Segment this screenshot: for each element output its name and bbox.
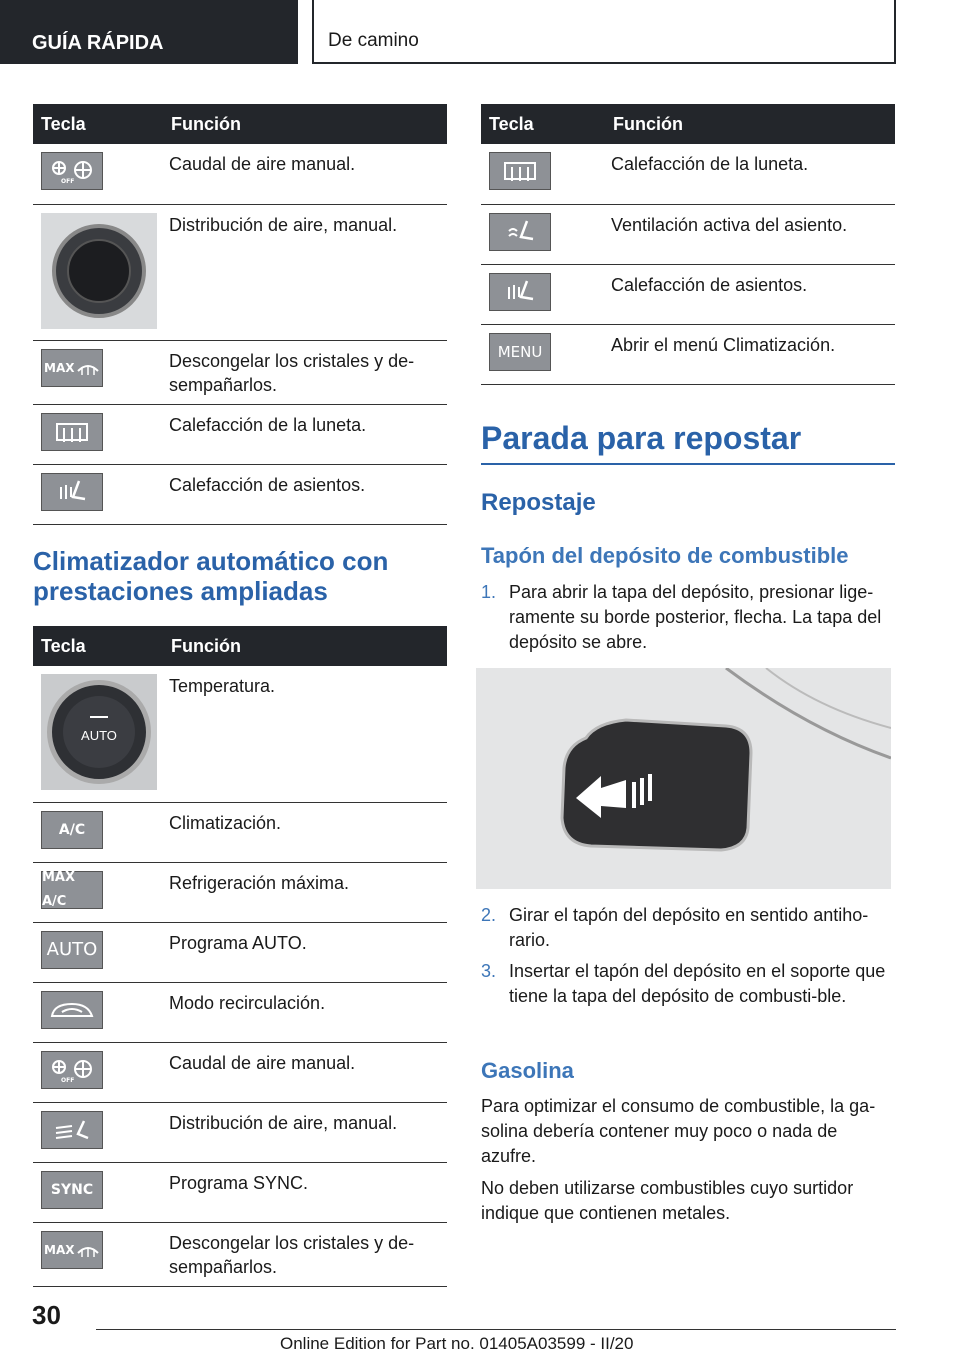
section-label: GUÍA RÁPIDA	[32, 32, 164, 54]
func-text: Distribución de aire, manual.	[163, 1102, 447, 1162]
svg-text:MAX: MAX	[44, 360, 75, 375]
recirculation-icon	[41, 991, 103, 1029]
key-label: MAX A/C	[42, 869, 76, 909]
footer-edition: Online Edition for Part no. 01405A03599 - II/20	[280, 1334, 634, 1353]
svg-text:OFF: OFF	[61, 1076, 75, 1083]
section-title	[33, 546, 447, 606]
col-func: Función	[163, 626, 447, 666]
key-label: SYNC	[50, 1181, 94, 1198]
key-table-bottom-left	[33, 626, 447, 1287]
step-3	[481, 959, 896, 1009]
seat-ventilation-icon	[489, 213, 551, 251]
svg-text:MAX: MAX	[44, 1242, 75, 1257]
gasolina-paragraph-2: No deben utilizarse combustibles cuyo surtidor indique que contienen metales.	[481, 1178, 854, 1223]
func-text: Programa SYNC.	[163, 1162, 447, 1222]
key-label: A/C	[58, 821, 86, 838]
heading-fuel-cap: Tapón del depósito de combustible	[481, 543, 849, 568]
col-key: Tecla	[33, 104, 163, 144]
seat-heat-icon	[489, 273, 551, 311]
func-text: Calefacción de asientos.	[163, 464, 447, 524]
heading-refuel: Parada para repostar	[481, 420, 895, 465]
func-text: Refrigeración máxima.	[163, 862, 447, 922]
step-1	[481, 580, 896, 655]
key-table-top-left	[33, 104, 447, 525]
func-text: Programa AUTO.	[163, 922, 447, 982]
ac-icon	[41, 811, 103, 849]
air-distribution-knob-icon	[41, 213, 157, 329]
col-func: Función	[163, 104, 447, 144]
key-label: MENU	[497, 342, 543, 361]
step-text: Para abrir la tapa del depósito, presionar lige-ramente su borde posterior, flecha. La tapa del depósito se abre.	[509, 582, 882, 652]
func-text: Modo recirculación.	[163, 982, 447, 1042]
step-number: 1.	[481, 582, 497, 602]
step-number: 2.	[481, 905, 497, 925]
func-text: Caudal de aire manual.	[163, 1042, 447, 1102]
menu-icon	[489, 333, 551, 371]
page-number: 30	[32, 1300, 61, 1330]
gasolina-paragraph-1: Para optimizar el consumo de combustible, la ga-solina debería contener muy poco o nada de azufre.	[481, 1096, 876, 1166]
func-text: Calefacción de la luneta.	[605, 144, 895, 204]
temperature-knob-icon	[41, 674, 157, 790]
rear-window-heat-icon	[41, 413, 103, 451]
func-text: Distribución de aire, manual.	[163, 204, 447, 340]
auto-icon	[41, 931, 103, 969]
key-label: AUTO	[46, 938, 98, 960]
func-text: Caudal de aire manual.	[163, 144, 447, 204]
heading-gasolina: Gasolina	[481, 1058, 574, 1083]
func-text: Descongelar los cristales y de-sempañarlos.	[163, 340, 447, 404]
func-text: Calefacción de asientos.	[605, 264, 895, 324]
section-title-text: Climatizador automático con prestaciones ampliadas	[33, 546, 389, 606]
max-ac-icon	[41, 871, 103, 909]
func-text: Abrir el menú Climatización.	[605, 324, 895, 384]
seat-heat-icon	[41, 473, 103, 511]
svg-text:OFF: OFF	[61, 178, 75, 184]
fuel-flap-photo	[476, 668, 891, 889]
step-text: Girar el tapón del depósito en sentido antiho-rario.	[509, 905, 869, 950]
rear-window-heat-icon	[489, 152, 551, 190]
footer-rule	[96, 1329, 896, 1330]
func-text: Climatización.	[163, 802, 447, 862]
key-table-right	[481, 104, 895, 385]
fan-off-icon	[41, 1051, 103, 1089]
heading-repostaje: Repostaje	[481, 489, 596, 516]
col-key: Tecla	[33, 626, 163, 666]
section-tab	[0, 0, 298, 64]
func-text: Descongelar los cristales y de-sempañarlos.	[163, 1222, 447, 1286]
col-key: Tecla	[481, 104, 605, 144]
step-number: 3.	[481, 961, 497, 981]
func-text: Temperatura.	[163, 666, 447, 802]
sync-icon	[41, 1171, 103, 1209]
air-distribution-icon	[41, 1111, 103, 1149]
max-defrost-icon	[41, 1231, 103, 1269]
col-func: Función	[605, 104, 895, 144]
fan-off-icon	[41, 152, 103, 190]
chapter-tab	[312, 0, 896, 64]
func-text: Calefacción de la luneta.	[163, 404, 447, 464]
step-2	[481, 903, 896, 953]
chapter-label: De camino	[328, 30, 419, 51]
knob-label: AUTO	[81, 728, 117, 743]
func-text: Ventilación activa del asiento.	[605, 204, 895, 264]
max-defrost-icon	[41, 349, 103, 387]
step-text: Insertar el tapón del depósito en el soporte que tiene la tapa del depósito de combusti-ble.	[509, 961, 886, 1006]
